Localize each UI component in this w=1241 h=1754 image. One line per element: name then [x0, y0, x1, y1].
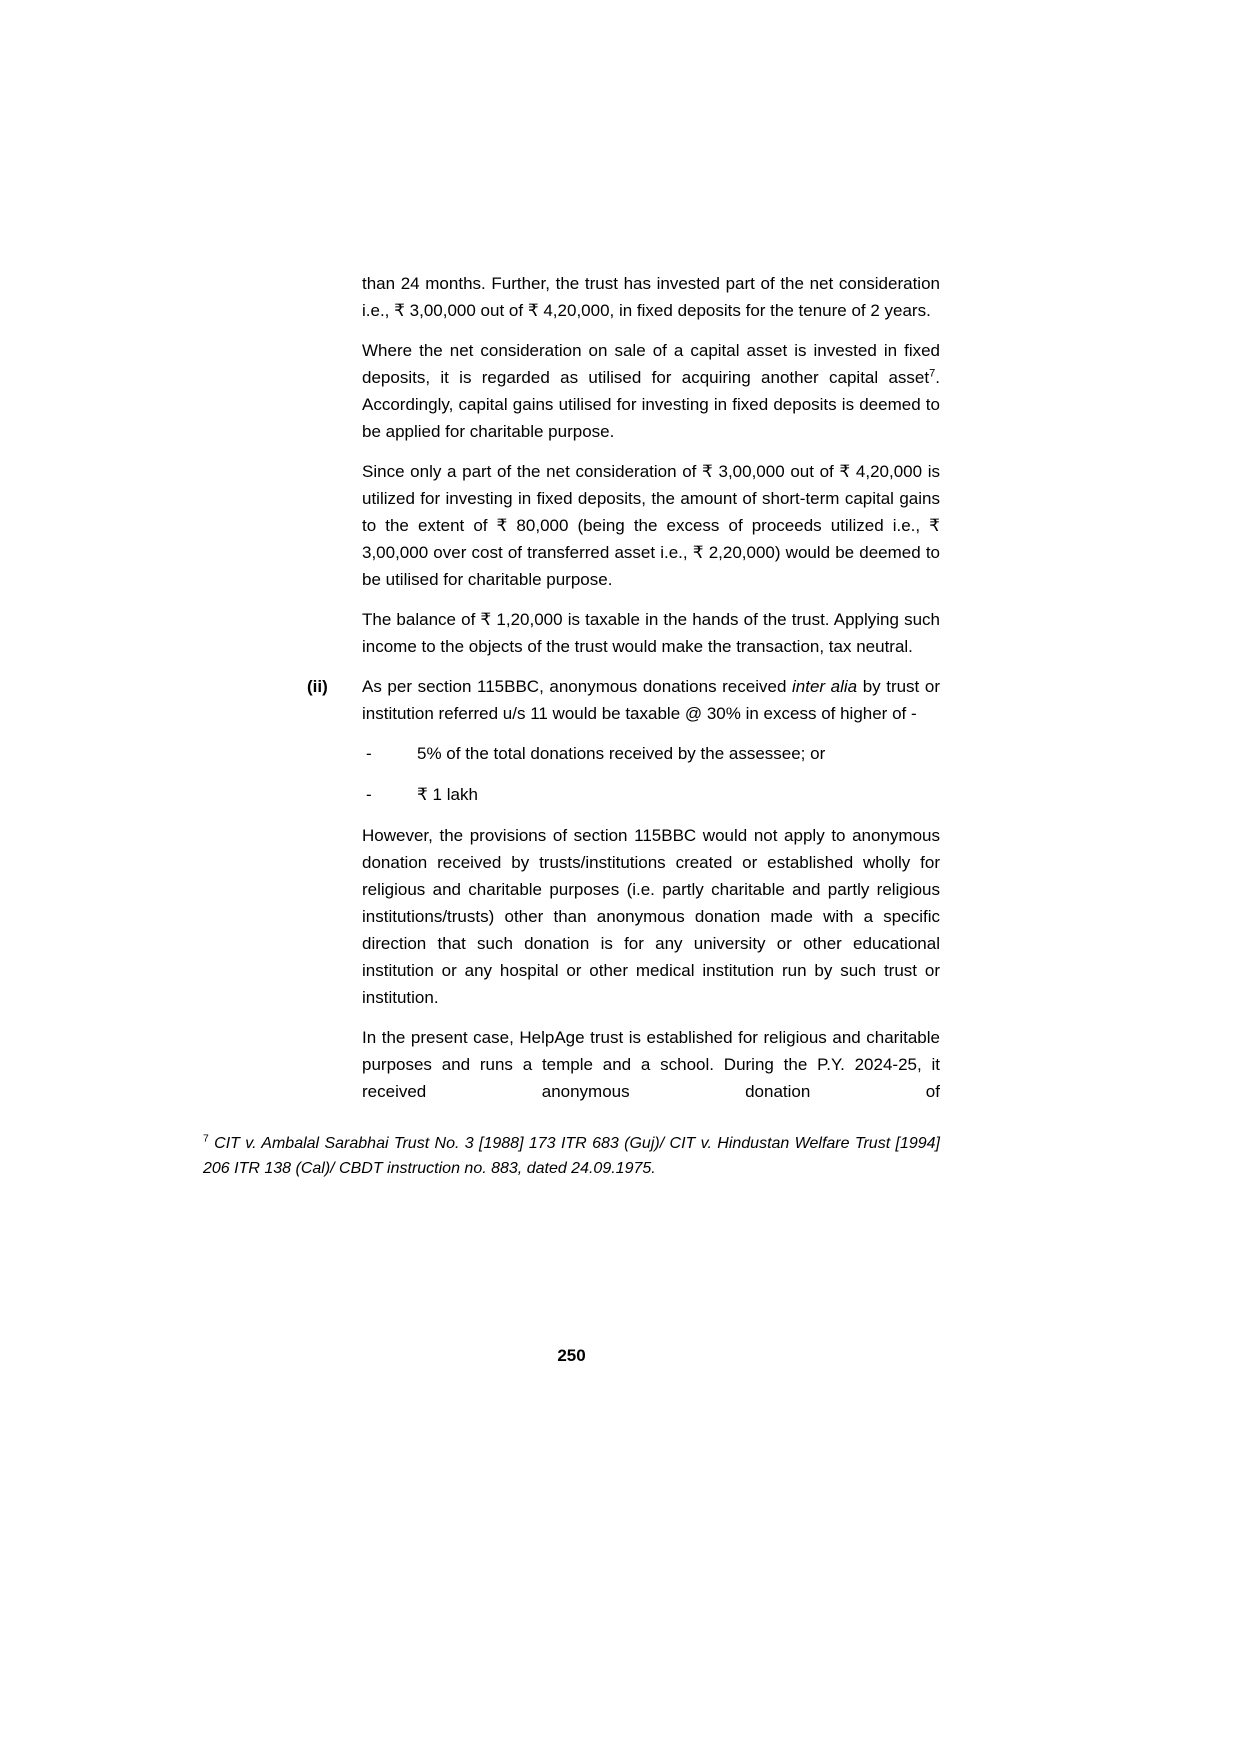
list-item: [307, 673, 940, 727]
paragraph-continuation: than 24 months. Further, the trust has invested part of the net consideration i.e., ₹ 3,00,000 out of ₹ 4,20,000, in fixed deposits for the tenure of 2 years.: [362, 274, 940, 320]
page-content: [203, 270, 940, 1181]
list-item-marker: (ii): [307, 677, 328, 696]
paragraph: In the present case, HelpAge trust is established for religious and charitable purposes and runs a temple and a school. During the P.Y. 2024-25, it received anonymous donation of: [362, 1028, 940, 1101]
footnote: $^7$ CIT v. Ambalal Sarabhai Trust No. 3 [1988] 173 ITR 683 (Guj)/ CIT v. Hindustan Welfare Trust [1994] 206 ITR 138 (Cal)/ CBDT instruction no. 883, dated 24.09.1975.: [203, 1133, 940, 1177]
paragraph: Since only a part of the net consideration of ₹ 3,00,000 out of ₹ 4,20,000 is utilized for investing in fixed deposits, the amount of short-term capital gains to the extent of ₹ 80,000 (being the excess of proceeds utilized i.e., ₹ 3,00,000 over cost of transferred asset i.e., ₹ 2,20,000) would be deemed to be utilised for charitable purpose.: [362, 462, 940, 589]
dash-bullet-item: [362, 740, 940, 767]
dash-bullet-item: [362, 781, 940, 808]
paragraph: However, the provisions of section 115BBC would not apply to anonymous donation received by trusts/institutions created or established wholly for religious and charitable purposes (i.e. partly charitable and partly religious institutions/trusts) other than anonymous donation made with a specific direction that such donation is for any university or other educational institution or any hospital or other medical institution run by such trust or institution.: [362, 826, 940, 1007]
dash-bullet-marker: -: [366, 744, 372, 763]
list-item-text: As per section 115BBC, anonymous donations received inter alia by trust or institution referred u/s 11 would be taxable @ 30% in excess of higher of -: [362, 677, 940, 723]
paragraph: The balance of ₹ 1,20,000 is taxable in the hands of the trust. Applying such income to the objects of the trust would make the transaction, tax neutral.: [362, 610, 940, 656]
dash-bullet-text: ₹ 1 lakh: [417, 785, 478, 804]
dash-bullet-marker: -: [366, 785, 372, 804]
dash-bullet-text: 5% of the total donations received by the assessee; or: [417, 744, 826, 763]
page-number: 250: [557, 1346, 586, 1365]
paragraph: Where the net consideration on sale of a capital asset is invested in fixed deposits, it is regarded as utilised for acquiring another capital asset$^7$. Accordingly, capital gains utilised for investing in fixed deposits is deemed to be applied for charitable purpose.: [362, 341, 940, 441]
